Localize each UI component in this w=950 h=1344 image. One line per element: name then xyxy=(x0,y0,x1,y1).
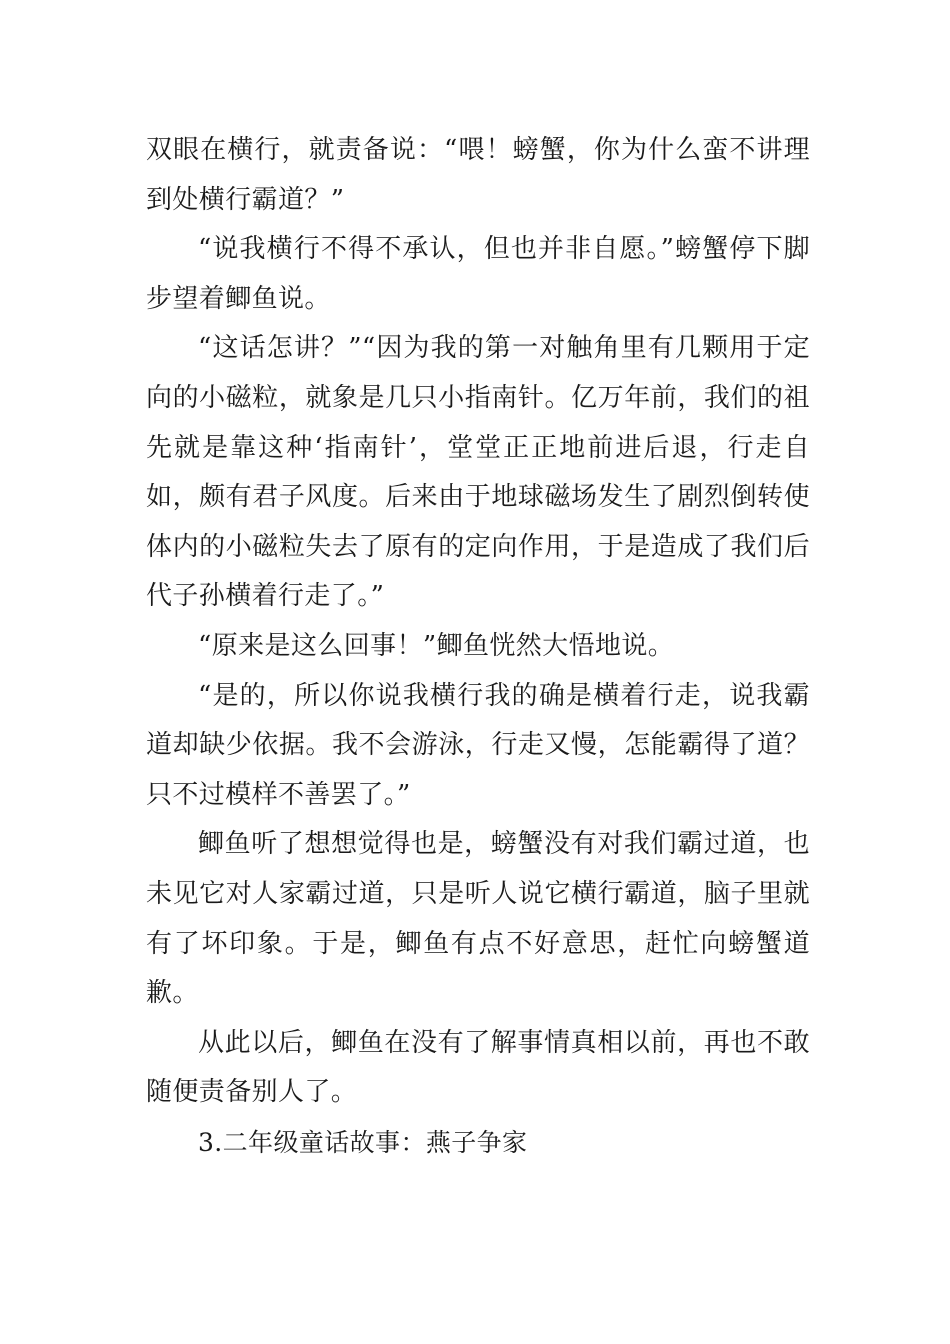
section-heading: 3.二年级童话故事：燕子争家 xyxy=(198,1127,528,1157)
paragraph-crab-reply: “说我横行不得不承认，但也并非自愿。”螃蟹停下脚步望着鲫鱼说。 xyxy=(146,234,810,314)
paragraph-continued: 双眼在横行，就责备说：“喂！螃蟹，你为什么蛮不讲理到处横行霸道？” xyxy=(146,135,810,215)
paragraph-fish-apology: 鲫鱼听了想想觉得也是，螃蟹没有对我们霸过道，也未见它对人家霸过道，只是听人说它横行霸道，脑子里就有了坏印象。于是，鲫鱼有点不好意思，赶忙向螃蟹道歉。 xyxy=(146,829,810,1009)
story-body xyxy=(146,126,810,1167)
paragraph-compass-explanation: “这话怎讲？”“因为我的第一对触角里有几颗用于定向的小磁粒，就象是几只小指南针。亿万年前，我们的祖先就是靠这种‘指南针’，堂堂正正地前进后退，行走自如，颇有君子风度。后来由于地球磁场发生了剧烈倒转使体内的小磁粒失去了原有的定向作用，于是造成了我们后代子孙横着行走了。” xyxy=(146,333,810,612)
paragraph-moral: 从此以后，鲫鱼在没有了解事情真相以前，再也不敢随便责备别人了。 xyxy=(146,1027,810,1108)
paragraph-fish-realizes: “原来是这么回事！”鲫鱼恍然大悟地说。 xyxy=(198,630,675,661)
paragraph-crab-defense: “是的，所以你说我横行我的确是横着行走，说我霸道却缺少依据。我不会游泳，行走又慢，怎能霸得了道？只不过模样不善罢了。” xyxy=(146,680,810,810)
